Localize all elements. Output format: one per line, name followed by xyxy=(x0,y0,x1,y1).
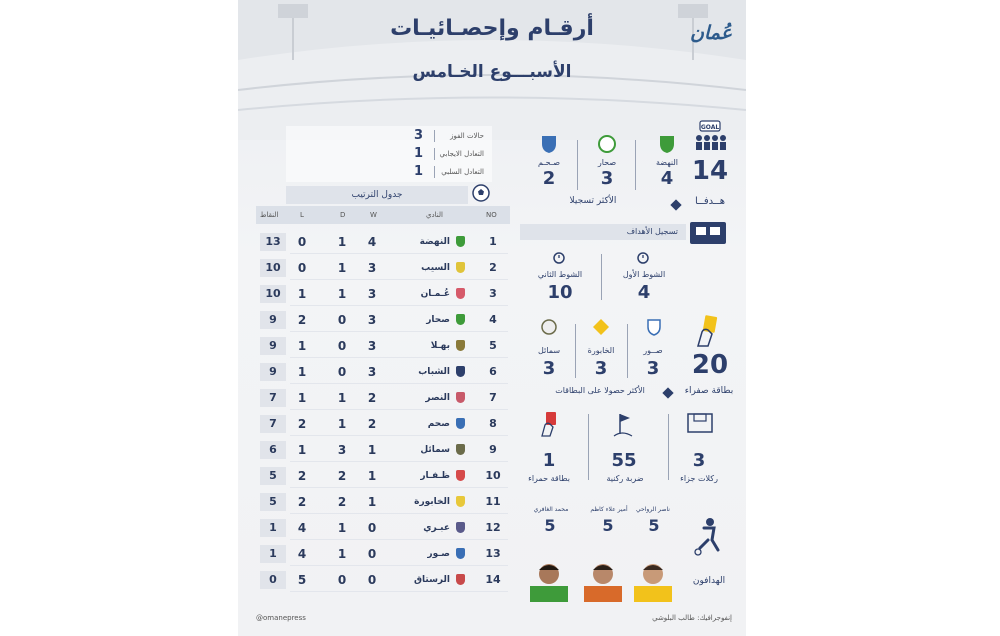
losses-cell: 0 xyxy=(297,235,307,249)
wins-cell: 0 xyxy=(367,547,377,561)
goal-team-name: صـحـم xyxy=(538,158,560,167)
header-no: NO xyxy=(486,211,497,219)
second-half-goals: 10 xyxy=(547,282,573,303)
saham-crest-icon xyxy=(540,134,558,154)
points-cell: 7 xyxy=(260,415,286,433)
points-cell: 10 xyxy=(260,285,286,303)
draws-cell: 0 xyxy=(337,339,347,353)
summary-row xyxy=(286,164,492,180)
results-summary xyxy=(286,126,492,182)
yellow-card-icon xyxy=(692,314,726,348)
infographic xyxy=(238,0,746,636)
table-row xyxy=(256,490,510,514)
club-name: الخابورة xyxy=(414,497,450,507)
wins-cell: 2 xyxy=(367,417,377,431)
summary-label: حالات الفوز xyxy=(450,132,484,140)
table-row xyxy=(256,256,510,280)
club-crest-icon xyxy=(456,470,465,481)
khaboura-crest-icon xyxy=(592,318,610,336)
card-team-name: سمائل xyxy=(537,346,561,355)
second-half-label: الشوط الثاني xyxy=(537,270,583,279)
draws-cell: 2 xyxy=(337,495,347,509)
losses-cell: 1 xyxy=(297,443,307,457)
goal-crowd-icon xyxy=(692,120,728,152)
losses-cell: 4 xyxy=(297,547,307,561)
club-name: الشباب xyxy=(418,367,450,377)
top-scoring-label: الأكثر تسجيلا xyxy=(569,196,617,206)
club-name: بهـلا xyxy=(430,341,450,351)
wins-cell: 3 xyxy=(367,313,377,327)
club-crest-icon xyxy=(456,236,465,247)
card-team-name: صــور xyxy=(643,346,663,355)
draws-cell: 1 xyxy=(337,391,347,405)
goal-timing-bar: تسجيل الأهداف xyxy=(520,224,686,240)
draws-cell: 0 xyxy=(337,365,347,379)
rank-cell: 5 xyxy=(489,339,497,352)
wins-cell: 3 xyxy=(367,339,377,353)
losses-cell: 1 xyxy=(297,391,307,405)
header-d: D xyxy=(340,211,346,219)
summary-label: التعادل السلبي xyxy=(441,168,484,176)
rank-cell: 2 xyxy=(489,261,497,274)
club-name: صحم xyxy=(427,419,450,429)
sohar-crest-icon xyxy=(598,134,616,154)
summary-row xyxy=(286,146,492,162)
summary-value: 1 xyxy=(414,146,424,161)
points-cell: 9 xyxy=(260,337,286,355)
club-crest-icon xyxy=(456,288,465,299)
club-crest-icon xyxy=(456,392,465,403)
draws-cell: 1 xyxy=(337,521,347,535)
points-cell: 1 xyxy=(260,545,286,563)
club-crest-icon xyxy=(456,574,465,585)
points-cell: 13 xyxy=(260,233,286,251)
page-title: أرقـام وإحصـائيـات xyxy=(390,16,594,41)
draws-cell: 0 xyxy=(337,313,347,327)
rank-cell: 8 xyxy=(489,417,497,430)
yellow-cards-label: بطاقة صفراء xyxy=(684,386,734,396)
wins-cell: 0 xyxy=(367,573,377,587)
goal-team-value: 2 xyxy=(542,168,556,189)
club-name: سمائل xyxy=(420,445,450,455)
table-row xyxy=(256,568,510,592)
total-goals: 14 xyxy=(691,156,729,186)
scorer-goals: 5 xyxy=(544,516,556,535)
nahda-crest-icon xyxy=(658,134,676,154)
stopwatch-icon xyxy=(636,250,650,264)
club-crest-icon xyxy=(456,262,465,273)
points-cell: 5 xyxy=(260,467,286,485)
points-cell: 7 xyxy=(260,389,286,407)
header-club: النادي xyxy=(426,211,443,219)
set-piece-label: بطاقة حمراء xyxy=(528,474,570,483)
kicking-player-icon xyxy=(690,516,724,556)
diamond-marker xyxy=(662,387,673,398)
scoreboard-icon xyxy=(688,220,728,246)
losses-cell: 5 xyxy=(297,573,307,587)
losses-cell: 1 xyxy=(297,365,307,379)
scorer-name: محمد الغافري xyxy=(533,506,569,513)
draws-cell: 3 xyxy=(337,443,347,457)
table-row xyxy=(256,516,510,540)
losses-cell: 0 xyxy=(297,261,307,275)
draws-cell: 1 xyxy=(337,547,347,561)
table-row xyxy=(256,438,510,462)
set-piece-value: 1 xyxy=(542,450,556,471)
scorer-goals: 5 xyxy=(602,516,614,535)
losses-cell: 1 xyxy=(297,339,307,353)
losses-cell: 1 xyxy=(297,287,307,301)
club-name: عبـري xyxy=(423,523,450,533)
wins-cell: 1 xyxy=(367,443,377,457)
wins-cell: 1 xyxy=(367,495,377,509)
wins-cell: 3 xyxy=(367,287,377,301)
header-l: L xyxy=(300,211,304,219)
club-crest-icon xyxy=(456,340,465,351)
summary-value: 3 xyxy=(414,128,424,143)
table-row xyxy=(256,542,510,566)
goal-team-name: صحار xyxy=(597,158,617,167)
card-team-value: 3 xyxy=(594,358,608,379)
wins-cell: 4 xyxy=(367,235,377,249)
points-cell: 9 xyxy=(260,311,286,329)
oman-logo: عُمان xyxy=(690,22,733,44)
rank-cell: 13 xyxy=(485,547,501,560)
table-row xyxy=(256,282,510,306)
header-points: النقاط xyxy=(260,211,279,219)
set-piece-label: ركلات جزاء xyxy=(680,474,718,483)
draws-cell: 1 xyxy=(337,235,347,249)
standings-header xyxy=(256,206,510,224)
summary-label: التعادل الايجابي xyxy=(439,150,484,158)
losses-cell: 2 xyxy=(297,495,307,509)
total-goals-label: هــدفــا xyxy=(694,196,726,207)
points-cell: 6 xyxy=(260,441,286,459)
club-crest-icon xyxy=(456,366,465,377)
rank-cell: 14 xyxy=(485,573,501,586)
losses-cell: 2 xyxy=(297,469,307,483)
table-row xyxy=(256,308,510,332)
footer xyxy=(238,612,746,630)
set-piece-label: ضربة ركنية xyxy=(606,474,644,483)
draws-cell: 1 xyxy=(337,417,347,431)
set-piece-value: 55 xyxy=(611,450,637,471)
club-crest-icon xyxy=(456,314,465,325)
samail-crest-icon xyxy=(540,318,558,336)
summary-row xyxy=(286,128,492,144)
points-cell: 10 xyxy=(260,259,286,277)
points-cell: 0 xyxy=(260,571,286,589)
draws-cell: 1 xyxy=(337,287,347,301)
table-row xyxy=(256,386,510,410)
diamond-marker xyxy=(670,199,681,210)
header-w: W xyxy=(370,211,377,219)
rank-cell: 10 xyxy=(485,469,501,482)
draws-cell: 2 xyxy=(337,469,347,483)
club-name: ظـفـار xyxy=(420,471,450,481)
points-cell: 5 xyxy=(260,493,286,511)
total-yellow-cards: 20 xyxy=(691,350,729,380)
card-team-name: الخابورة xyxy=(587,346,615,355)
corner-flag-icon xyxy=(612,412,634,438)
rank-cell: 11 xyxy=(485,495,501,508)
draws-cell: 1 xyxy=(337,261,347,275)
club-name: الرستاق xyxy=(413,575,450,585)
player-photo-rawahi xyxy=(634,556,672,602)
club-name: عُـمـان xyxy=(420,289,450,299)
club-name: النهضة xyxy=(419,237,450,247)
club-name: النصر xyxy=(425,393,450,403)
penalty-box-icon xyxy=(686,412,714,436)
wins-cell: 0 xyxy=(367,521,377,535)
rank-cell: 6 xyxy=(489,365,497,378)
losses-cell: 4 xyxy=(297,521,307,535)
rank-cell: 7 xyxy=(489,391,497,404)
rank-cell: 9 xyxy=(489,443,497,456)
football-icon xyxy=(472,184,490,202)
table-row xyxy=(256,360,510,384)
sur-crest-icon xyxy=(646,318,662,336)
scorers-label: الهدافون xyxy=(692,576,726,586)
scorer-goals: 5 xyxy=(648,516,660,535)
scorer-name: أمير علاء كاظم xyxy=(590,506,628,513)
page-subtitle: الأسبـــوع الخـامس xyxy=(412,62,572,82)
player-photo-ghafri xyxy=(530,556,568,602)
summary-value: 1 xyxy=(414,164,424,179)
club-crest-icon xyxy=(456,444,465,455)
social-handle: @omanepress xyxy=(256,614,306,622)
first-half-goals: 4 xyxy=(637,282,651,303)
table-row xyxy=(256,230,510,254)
losses-cell: 2 xyxy=(297,313,307,327)
scorer-name: ناصر الرواحي xyxy=(636,506,670,513)
wins-cell: 3 xyxy=(367,365,377,379)
top-cards-label: الأكثر حصولا على البطاقات xyxy=(555,386,645,395)
rank-cell: 4 xyxy=(489,313,497,326)
player-photo-kadhim xyxy=(584,556,622,602)
wins-cell: 2 xyxy=(367,391,377,405)
club-crest-icon xyxy=(456,522,465,533)
goal-sign-text: GOAL xyxy=(700,124,720,131)
club-crest-icon xyxy=(456,496,465,507)
standings-title: جدول الترتيب xyxy=(286,186,468,204)
set-piece-value: 3 xyxy=(692,450,706,471)
table-row xyxy=(256,334,510,358)
credit-text: إنفوجرافيك: طالب البلوشي xyxy=(652,614,732,622)
draws-cell: 0 xyxy=(337,573,347,587)
club-name: صحار xyxy=(426,315,450,325)
goal-team-name: النهضة xyxy=(656,158,678,167)
losses-cell: 2 xyxy=(297,417,307,431)
wins-cell: 3 xyxy=(367,261,377,275)
rank-cell: 3 xyxy=(489,287,497,300)
card-team-value: 3 xyxy=(542,358,556,379)
table-row xyxy=(256,412,510,436)
red-card-icon xyxy=(538,410,562,438)
rank-cell: 12 xyxy=(485,521,501,534)
goal-team-value: 3 xyxy=(600,168,614,189)
table-row xyxy=(256,464,510,488)
club-crest-icon xyxy=(456,418,465,429)
club-name: صـور xyxy=(427,549,450,559)
club-crest-icon xyxy=(456,548,465,559)
goal-team-value: 4 xyxy=(660,168,674,189)
stopwatch-icon xyxy=(552,250,566,264)
points-cell: 9 xyxy=(260,363,286,381)
club-name: السيب xyxy=(421,263,450,273)
first-half-label: الشوط الأول xyxy=(622,270,666,279)
card-team-value: 3 xyxy=(646,358,660,379)
wins-cell: 1 xyxy=(367,469,377,483)
rank-cell: 1 xyxy=(489,235,497,248)
points-cell: 1 xyxy=(260,519,286,537)
